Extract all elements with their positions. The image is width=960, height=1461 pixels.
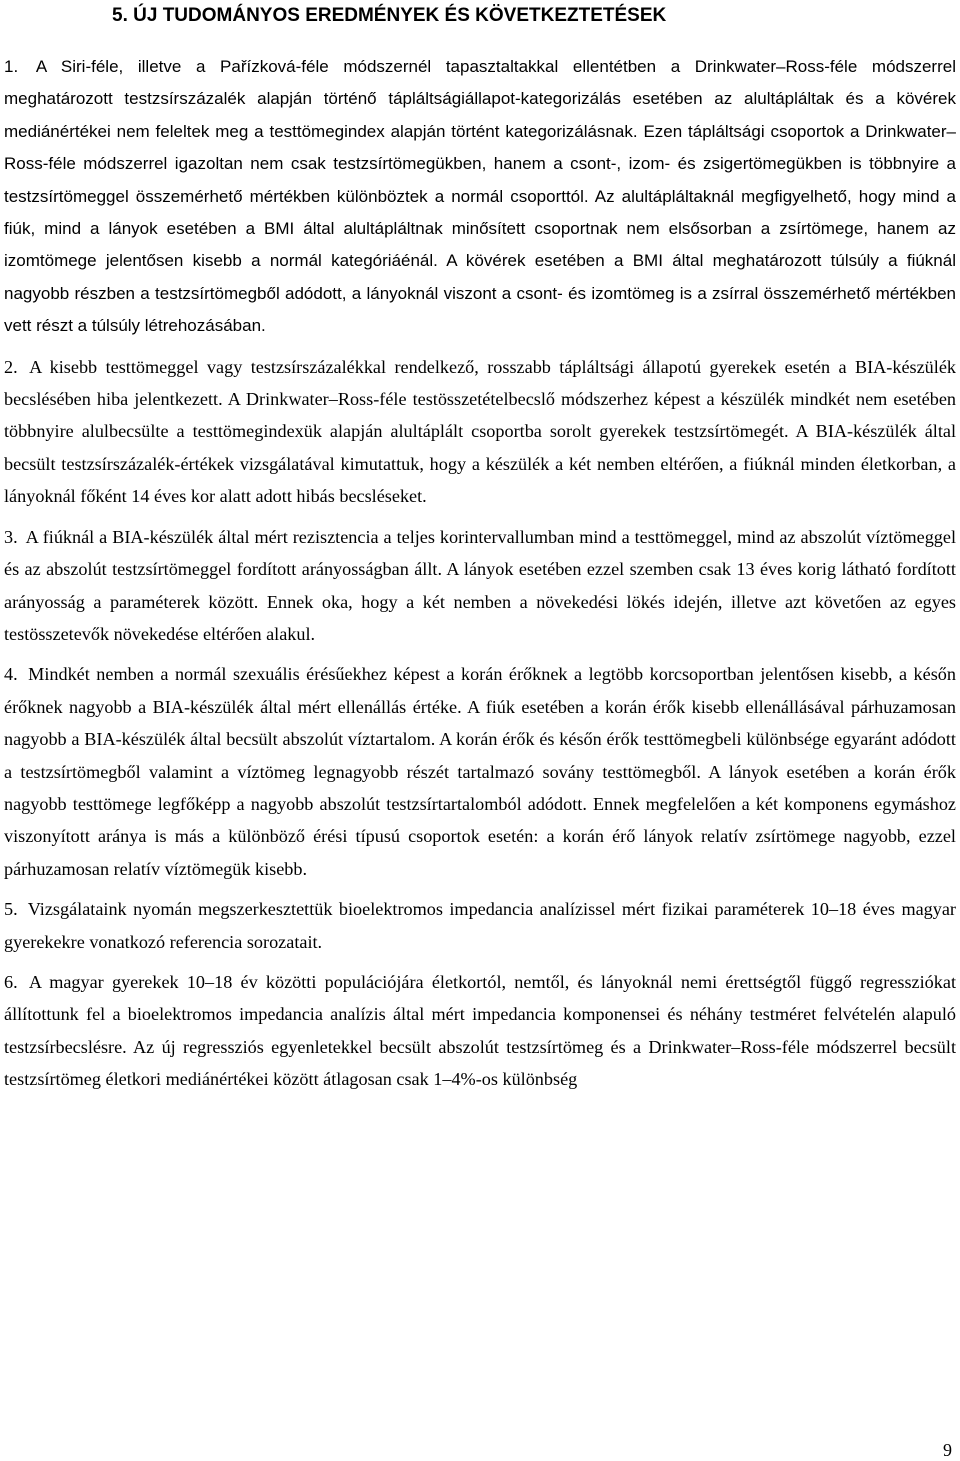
paragraph-text: A magyar gyerekek 10–18 év közötti populációjára életkortól, nemtől, és lányoknál nemi érettségtől függő regressziókat állítottunk fel a bioelektromos impedancia analízis által mért impedancia komponensei és néhány testméret felvételén alapuló testzsírbecslésre. Az új regressziós egyenletekkel becsült abszolút testzsírtömeg és a Drinkwater–Ross-féle módszerrel becsült testzsírtömeg életkori mediánértékei között átlagosan csak 1–4%-os különbség xyxy=(4,971,956,1090)
paragraph-text: A fiúknál a BIA-készülék által mért rezisztencia a teljes korintervallumban mind a testtömeggel, mind az abszolút víztömeggel és az abszolút testzsírtömeggel fordított arányosságban állt. A lányok esetében ezzel szemben csak 13 éves korig látható fordított arányosság a paraméterek között. Ennek oka, hogy a két nemben a növekedési lökés idején, illetve azt követően az egyes testösszetevők növekedése eltérően alakul. xyxy=(4,526,957,644)
conclusions-list xyxy=(4,51,956,1104)
conclusion-paragraph-6 xyxy=(4,966,956,1096)
conclusion-paragraph-1 xyxy=(4,51,956,343)
paragraph-number: 1. xyxy=(4,57,19,76)
conclusion-paragraph-2 xyxy=(4,351,956,513)
paragraph-text: Vizsgálataink nyomán megszerkesztettük bioelektromos impedancia analízissel mért fizikai paraméterek 10–18 éves magyar gyerekekre vonatkozó referencia sorozatait. xyxy=(4,899,956,952)
paragraph-text: A kisebb testtömeggel vagy testzsírszázalékkal rendelkező, rosszabb tápláltsági állapotú gyerekek esetén a BIA-készülék becslésében hiba jelentkezett. A Drinkwater–Ross-féle testösszetételbecslő módszerhez képest a készülék mindkét nem esetében többnyire alulbecsülte a testtömegindexük alapján alultáplált csoportba sorolt gyerekek testzsírtömegét. A BIA-készülék által becsült testzsírszázalék-értékek vizsgálatával kimutattuk, hogy a készülék a két nemben eltérően, a fiúknál minden életkorban, a lányoknál főként 14 éves kor alatt adott hibás becsléseket. xyxy=(4,356,956,507)
paragraph-text: Mindkét nemben a normál szexuális érésűekhez képest a korán érőknek a legtöbb korcsoportban jelentősen kisebb, a későn érőknek nagyobb a BIA-készülék által mért ellenállás értéke. A fiúk esetében a korán érők kisebb ellenállásával párhuzamosan nagyobb a BIA-készülék által becsült abszolút víztartalom. A korán érők és későn érők testtömegbeli különbsége egyaránt adódott a testzsírtömegből valamint a víztömeg legnagyobb részét tartalmazó sovány testtömegből. A lányok esetében a korán érők nagyobb testtömege legfőképp a nagyobb abszolút testzsírtartalomból adódott. Ennek megfelelően a két komponens egymáshoz viszonyított aránya is más a különböző érési típusú csoportok esetén: a korán érő lányok relatív zsírtömege nagyobb, ezzel párhuzamosan relatív víztömegük kisebb. xyxy=(4,664,956,879)
section-heading: 5. ÚJ TUDOMÁNYOS EREDMÉNYEK ÉS KÖVETKEZTETÉSEK xyxy=(112,5,667,26)
paragraph-number: 2. xyxy=(4,356,18,377)
paragraph-number: 5. xyxy=(4,899,18,920)
conclusion-paragraph-3 xyxy=(4,521,956,651)
paragraph-number: 3. xyxy=(4,526,18,547)
conclusion-paragraph-5 xyxy=(4,893,956,958)
conclusion-paragraph-4 xyxy=(4,658,956,885)
paragraph-number: 6. xyxy=(4,971,18,992)
page-number: 9 xyxy=(943,1440,952,1460)
paragraph-text: A Siri-féle, illetve a Pařízková-féle módszernél tapasztaltakkal ellentétben a Drinkwater–Ross-féle módszerrel meghatározott testzsírszázalék alapján történő tápláltságiállapot-kategorizálás esetében az alultápláltak és a kövérek mediánértékei nem feleltek meg a testtömegindex alapján történt kategorizálásnak. Ezen tápláltsági csoportok a Drinkwater–Ross-féle módszerrel igazoltan nem csak testzsírtömegükben, hanem a csont-, izom- és zsigertömegükben is többnyire a testzsírtömeggel összemérhető mértékben különböztek a normál csoporttól. Az alultápláltaknál megfigyelhető, hogy mind a fiúk, mind a lányok esetében a BMI által alultápláltnak minősített csoportnak nem elsősorban a zsírtömege, hanem az izomtömege jelentősen kisebb a normál kategóriáénál. A kövérek esetében a BMI által meghatározott túlsúly a fiúknál nagyobb részben a testzsírtömegből adódott, a lányoknál viszont a csont- és izomtömeg is a zsírral összemérhető mértékben vett részt a túlsúly létrehozásában. xyxy=(4,57,956,336)
paragraph-number: 4. xyxy=(4,664,18,685)
